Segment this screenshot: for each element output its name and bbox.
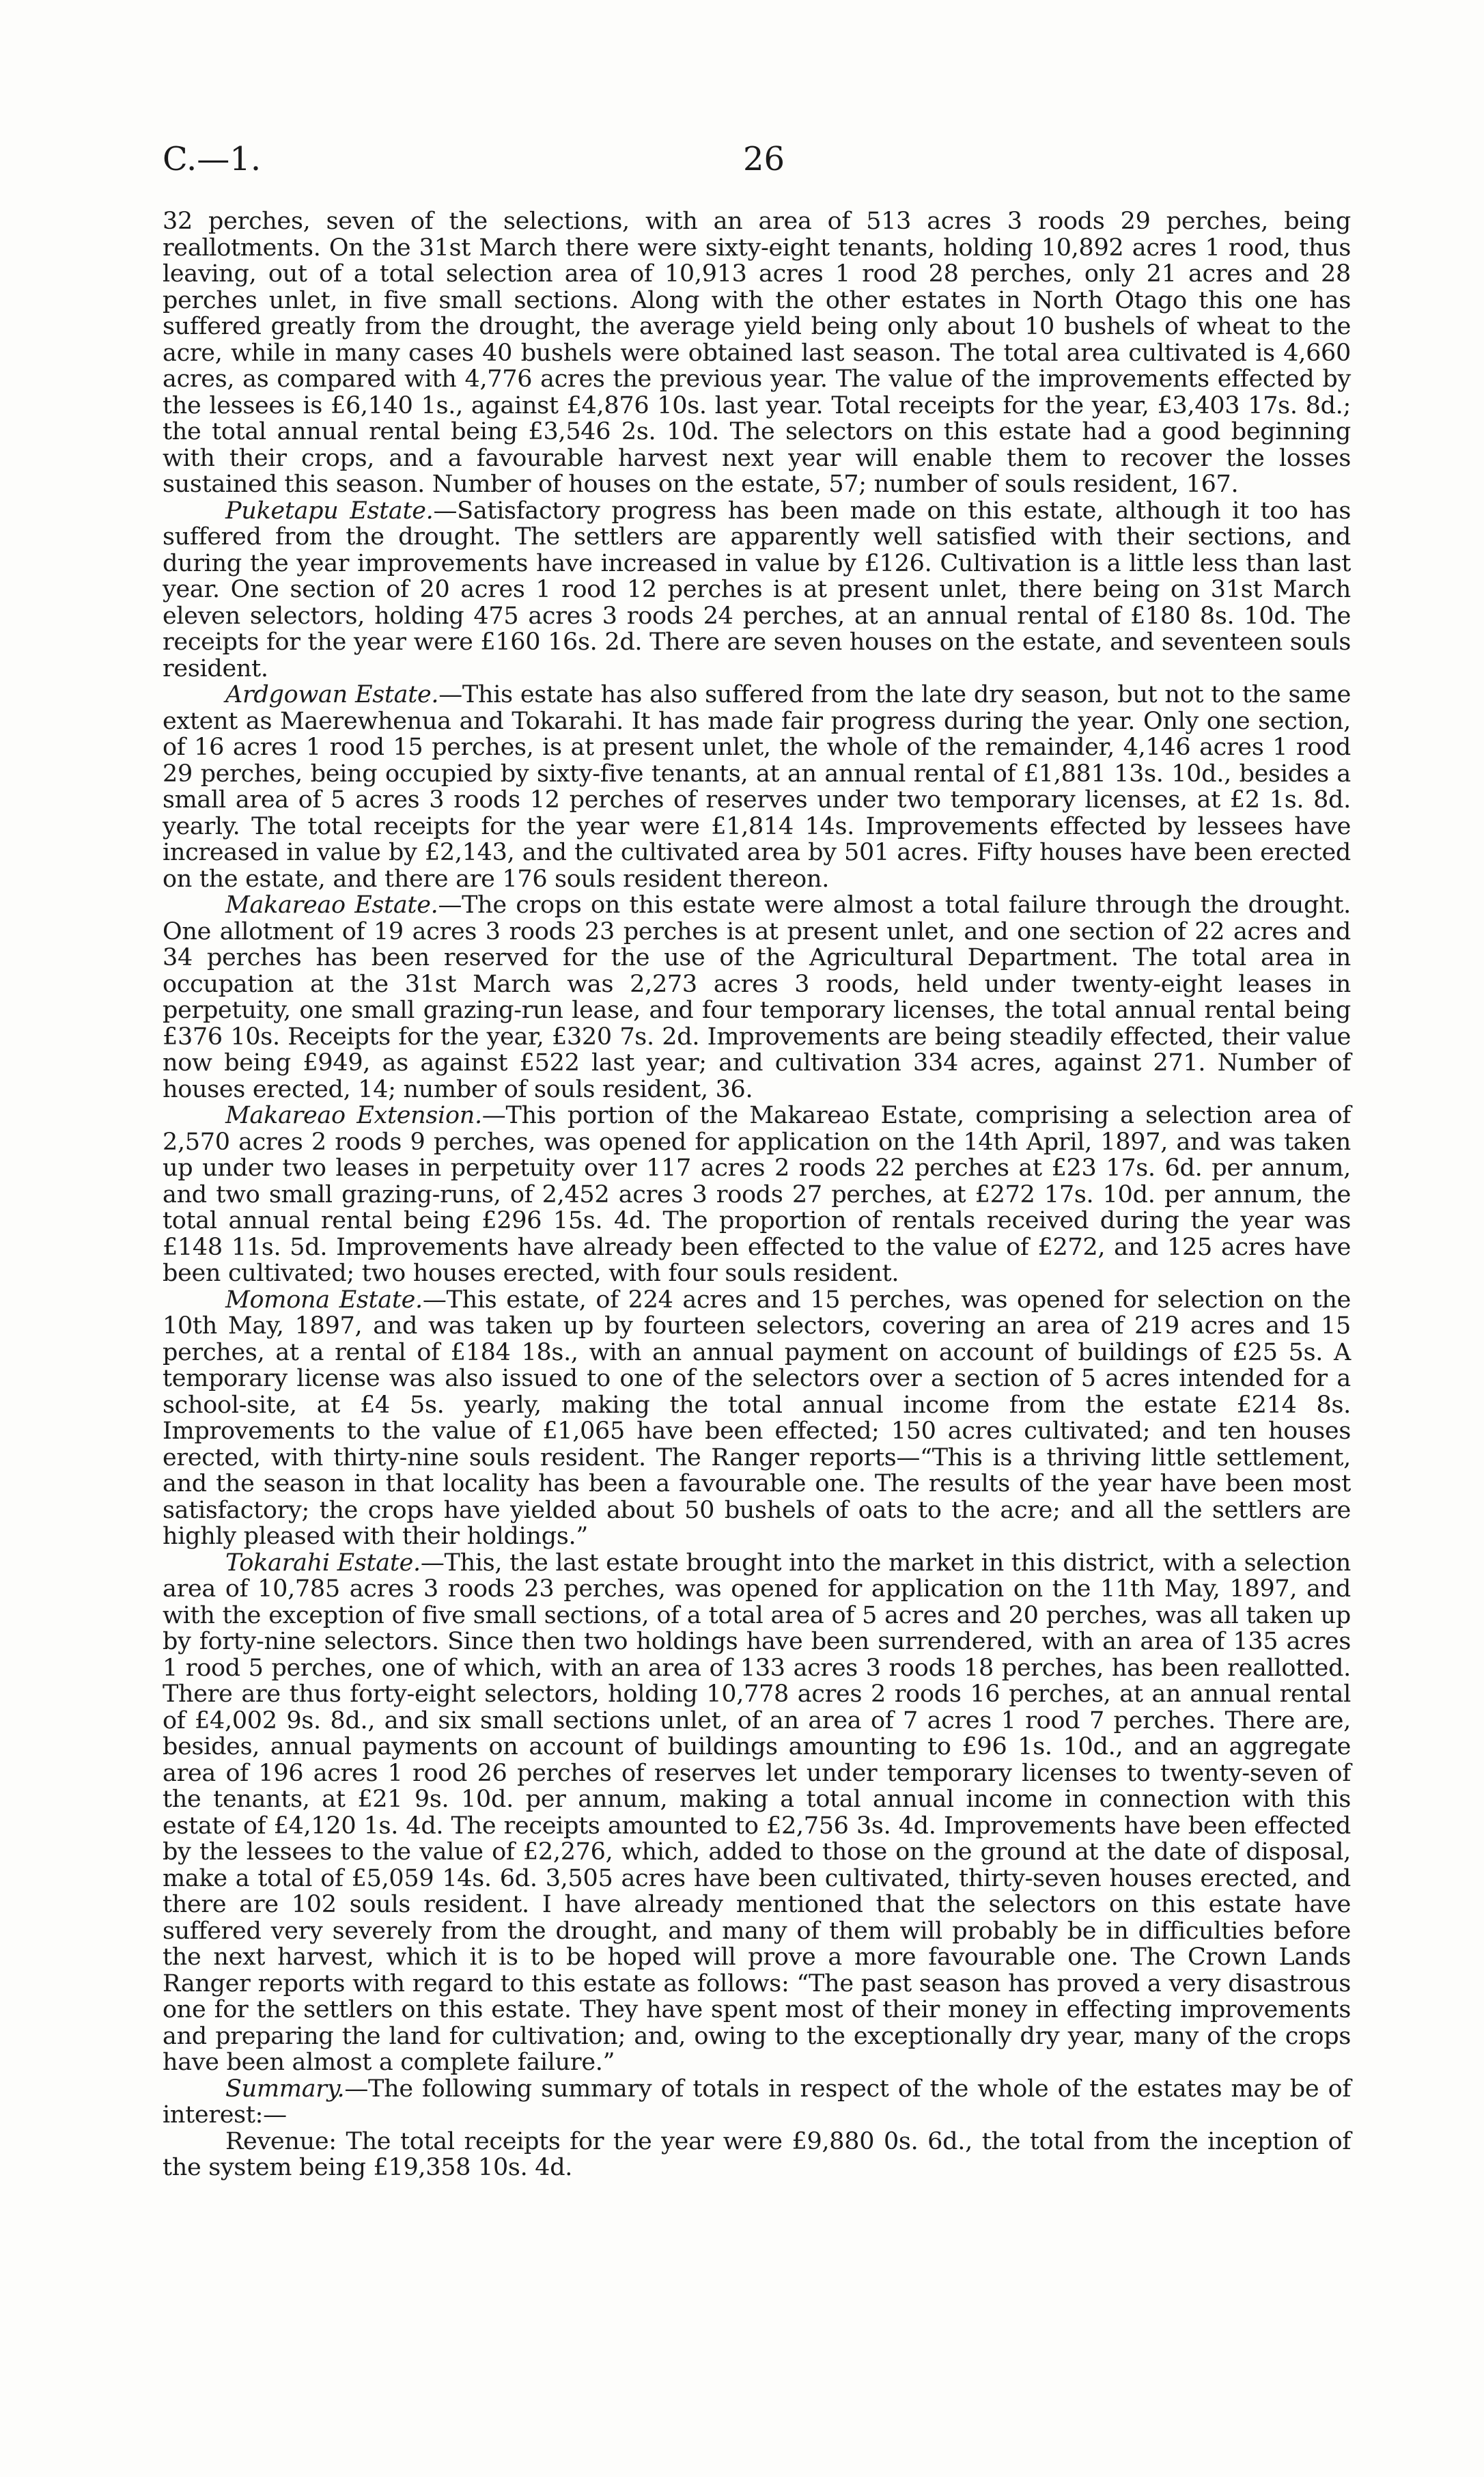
paragraph-makareao-extension [163, 1103, 1351, 1287]
paragraph-text: 32 perches, seven of the selections, with an area of 513 acres 3 roods 29 perches, being reallotments. On the 31st March there were sixty-eight tenants, holding 10,892 acres 1 rood, thus leaving, out of a total selection area of 10,913 acres 1 rood 28 perches, only 21 acres and 28 perches unlet, in five small sections. Along with the other estates in North Otago this one has suffered greatly from the drought, the average yield being only about 10 bushels of wheat to the acre, while in many cases 40 bushels were obtained last season. The total area cultivated is 4,660 acres, as compared with 4,776 acres the previous year. The value of the improvements effected by the lessees is £6,140 1s., against £4,876 10s. last year. Total receipts for the year, £3,403 17s. 8d.; the total annual rental being £3,546 2s. 10d. The selectors on this estate had a good beginning with their crops, and a favourable harvest next year will enable them to recover the losses sustained this season. Number of houses on the estate, 57; number of souls resident, 167. [163, 208, 1351, 498]
paragraph-text: Revenue: The total receipts for the year were £9,880 0s. 6d., the total from the inception of the system being £19,358 10s. 4d. [163, 2127, 1351, 2181]
paragraph-text: —Satisfactory progress has been made on this estate, although it too has suffered from the drought. The settlers are apparently well satisfied with their sections, and during the year improvements have increased in value by £126. Cultivation is a little less than last year. One section of 20 acres 1 rood 12 perches is at present unlet, there being on 31st March eleven selectors, holding 475 acres 3 roods 24 perches, at an annual rental of £180 8s. 10d. The receipts for the year were £160 16s. 2d. There are seven houses on the estate, and seventeen souls resident. [163, 497, 1351, 682]
paragraph-text: —This portion of the Makareao Estate, comprising a selection area of 2,570 acres 2 roods 9 perches, was opened for application on the 14th April, 1897, and was taken up under two leases in perpetuity over 117 acres 2 roods 22 perches at £23 17s. 6d. per annum, and two small grazing-runs, of 2,452 acres 3 roods 27 perches, at £272 17s. 10d. per annum, the total annual rental being £296 15s. 4d. The proportion of rentals received during the year was £148 11s. 5d. Improvements have already been effected to the value of £272, and 125 acres have been cultivated; two houses erected, with four souls resident. [163, 1102, 1352, 1287]
paragraph-puketapu-estate [163, 498, 1351, 682]
paragraph-heading: Puketapu Estate. [225, 497, 434, 525]
paragraph-text: —The following summary of totals in respect of the whole of the estates may be of interest:— [163, 2075, 1351, 2129]
page-header [163, 140, 1351, 188]
paragraph-heading: Summary. [225, 2075, 345, 2103]
paragraph-tokarahi-estate [163, 1550, 1351, 2076]
paragraph-heading: Momona Estate. [225, 1286, 423, 1314]
paragraph-momona-estate [163, 1287, 1351, 1550]
paragraph-summary [163, 2076, 1351, 2129]
paragraph-heading: Tokarahi Estate. [225, 1549, 421, 1577]
paragraph-text: —The crops on this estate were almost a total failure through the drought. One allotment of 19 acres 3 roods 23 perches is at present unlet, and one section of 22 acres and 34 perches has been reserved for the use of the Agricultural Department. The total area in occupation at the 31st March was 2,273 acres 3 roods, held under twenty-eight leases in perpetuity, one small grazing-run lease, and four temporary licenses, the total annual rental being £376 10s. Receipts for the year, £320 7s. 2d. Improvements are being steadily effected, their value now being £949, as against £522 last year; and cultivation 334 acres, against 271. Number of houses erected, 14; number of souls resident, 36. [163, 891, 1351, 1103]
paragraph-continuation [163, 208, 1351, 498]
paragraph-heading: Makareao Extension. [225, 1102, 482, 1129]
paragraph-ardgowan-estate [163, 682, 1351, 892]
document-reference: C.—1. [163, 140, 262, 178]
page-number: 26 [743, 140, 785, 178]
paragraph-text: —This, the last estate brought into the market in this district, with a selection area of 10,785 acres 3 roods 23 perches, was opened for application on the 11th May, 1897, and with the exception of five small sections, of a total area of 5 acres and 20 perches, was all taken up by forty-nine selectors. Since then two holdings have been surrendered, with an area of 135 acres 1 rood 5 perches, one of which, with an area of 133 acres 3 roods 18 perches, has been reallotted. There are thus forty-eight selectors, holding 10,778 acres 2 roods 16 perches, at an annual rental of £4,002 9s. 8d., and six small sections unlet, of an area of 7 acres 1 rood 7 perches. There are, besides, annual payments on account of buildings amounting to £96 1s. 10d., and an aggregate area of 196 acres 1 rood 26 perches of reserves let under temporary licenses to twenty-seven of the tenants, at £21 9s. 10d. per annum, making a total annual income in connection with this estate of £4,120 1s. 4d. The receipts amounted to £2,756 3s. 4d. Improvements have been effected by the lessees to the value of £2,276, which, added to those on the ground at the date of disposal, make a total of £5,059 14s. 6d. 3,505 acres have been cultivated, thirty-seven houses erected, and there are 102 souls resident. I have already mentioned that the selectors on this estate have suffered very severely from the drought, and many of them will probably be in difficulties before the next harvest, which it is to be hoped will prove a more favourable one. The Crown Lands Ranger reports with regard to this estate as follows: “The past season has proved a very disastrous one for the settlers on this estate. They have spent most of their money in effecting improvements and preparing the land for cultivation; and, owing to the exceptionally dry year, many of the crops have been almost a complete failure.” [163, 1549, 1351, 2076]
paragraph-text: —This estate, of 224 acres and 15 perches, was opened for selection on the 10th May, 1897, and was taken up by fourteen selectors, covering an area of 219 acres and 15 perches, at a rental of £184 18s., with an annual payment on account of buildings of £25 5s. A temporary license was also issued to one of the selectors over a section of 5 acres intended for a school-site, at £4 5s. yearly, making the total annual income from the estate £214 8s. Improvements to the value of £1,065 have been effected; 150 acres cultivated; and ten houses erected, with thirty-nine souls resident. The Ranger reports—“This is a thriving little settlement, and the season in that locality has been a favourable one. The results of the year have been most satisfactory; the crops have yielded about 50 bushels of oats to the acre; and all the settlers are highly pleased with their holdings.” [163, 1286, 1351, 1550]
paragraph-text: —This estate has also suffered from the late dry season, but not to the same extent as Maerewhenua and Tokarahi. It has made fair progress during the year. Only one section, of 16 acres 1 rood 15 perches, is at present unlet, the whole of the remainder, 4,146 acres 1 rood 29 perches, being occupied by sixty-five tenants, at an annual rental of £1,881 13s. 10d., besides a small area of 5 acres 3 roods 12 perches of reserves under two temporary licenses, at £2 1s. 8d. yearly. The total receipts for the year were £1,814 14s. Improvements effected by lessees have increased in value by £2,143, and the cultivated area by 501 acres. Fifty houses have been erected on the estate, and there are 176 souls resident thereon. [163, 681, 1351, 893]
paragraph-makareao-estate [163, 892, 1351, 1103]
paragraph-heading: Makareao Estate. [225, 891, 438, 919]
paragraph-revenue [163, 2129, 1351, 2181]
paragraph-heading: Ardgowan Estate. [225, 681, 439, 708]
body-text [163, 208, 1351, 2181]
